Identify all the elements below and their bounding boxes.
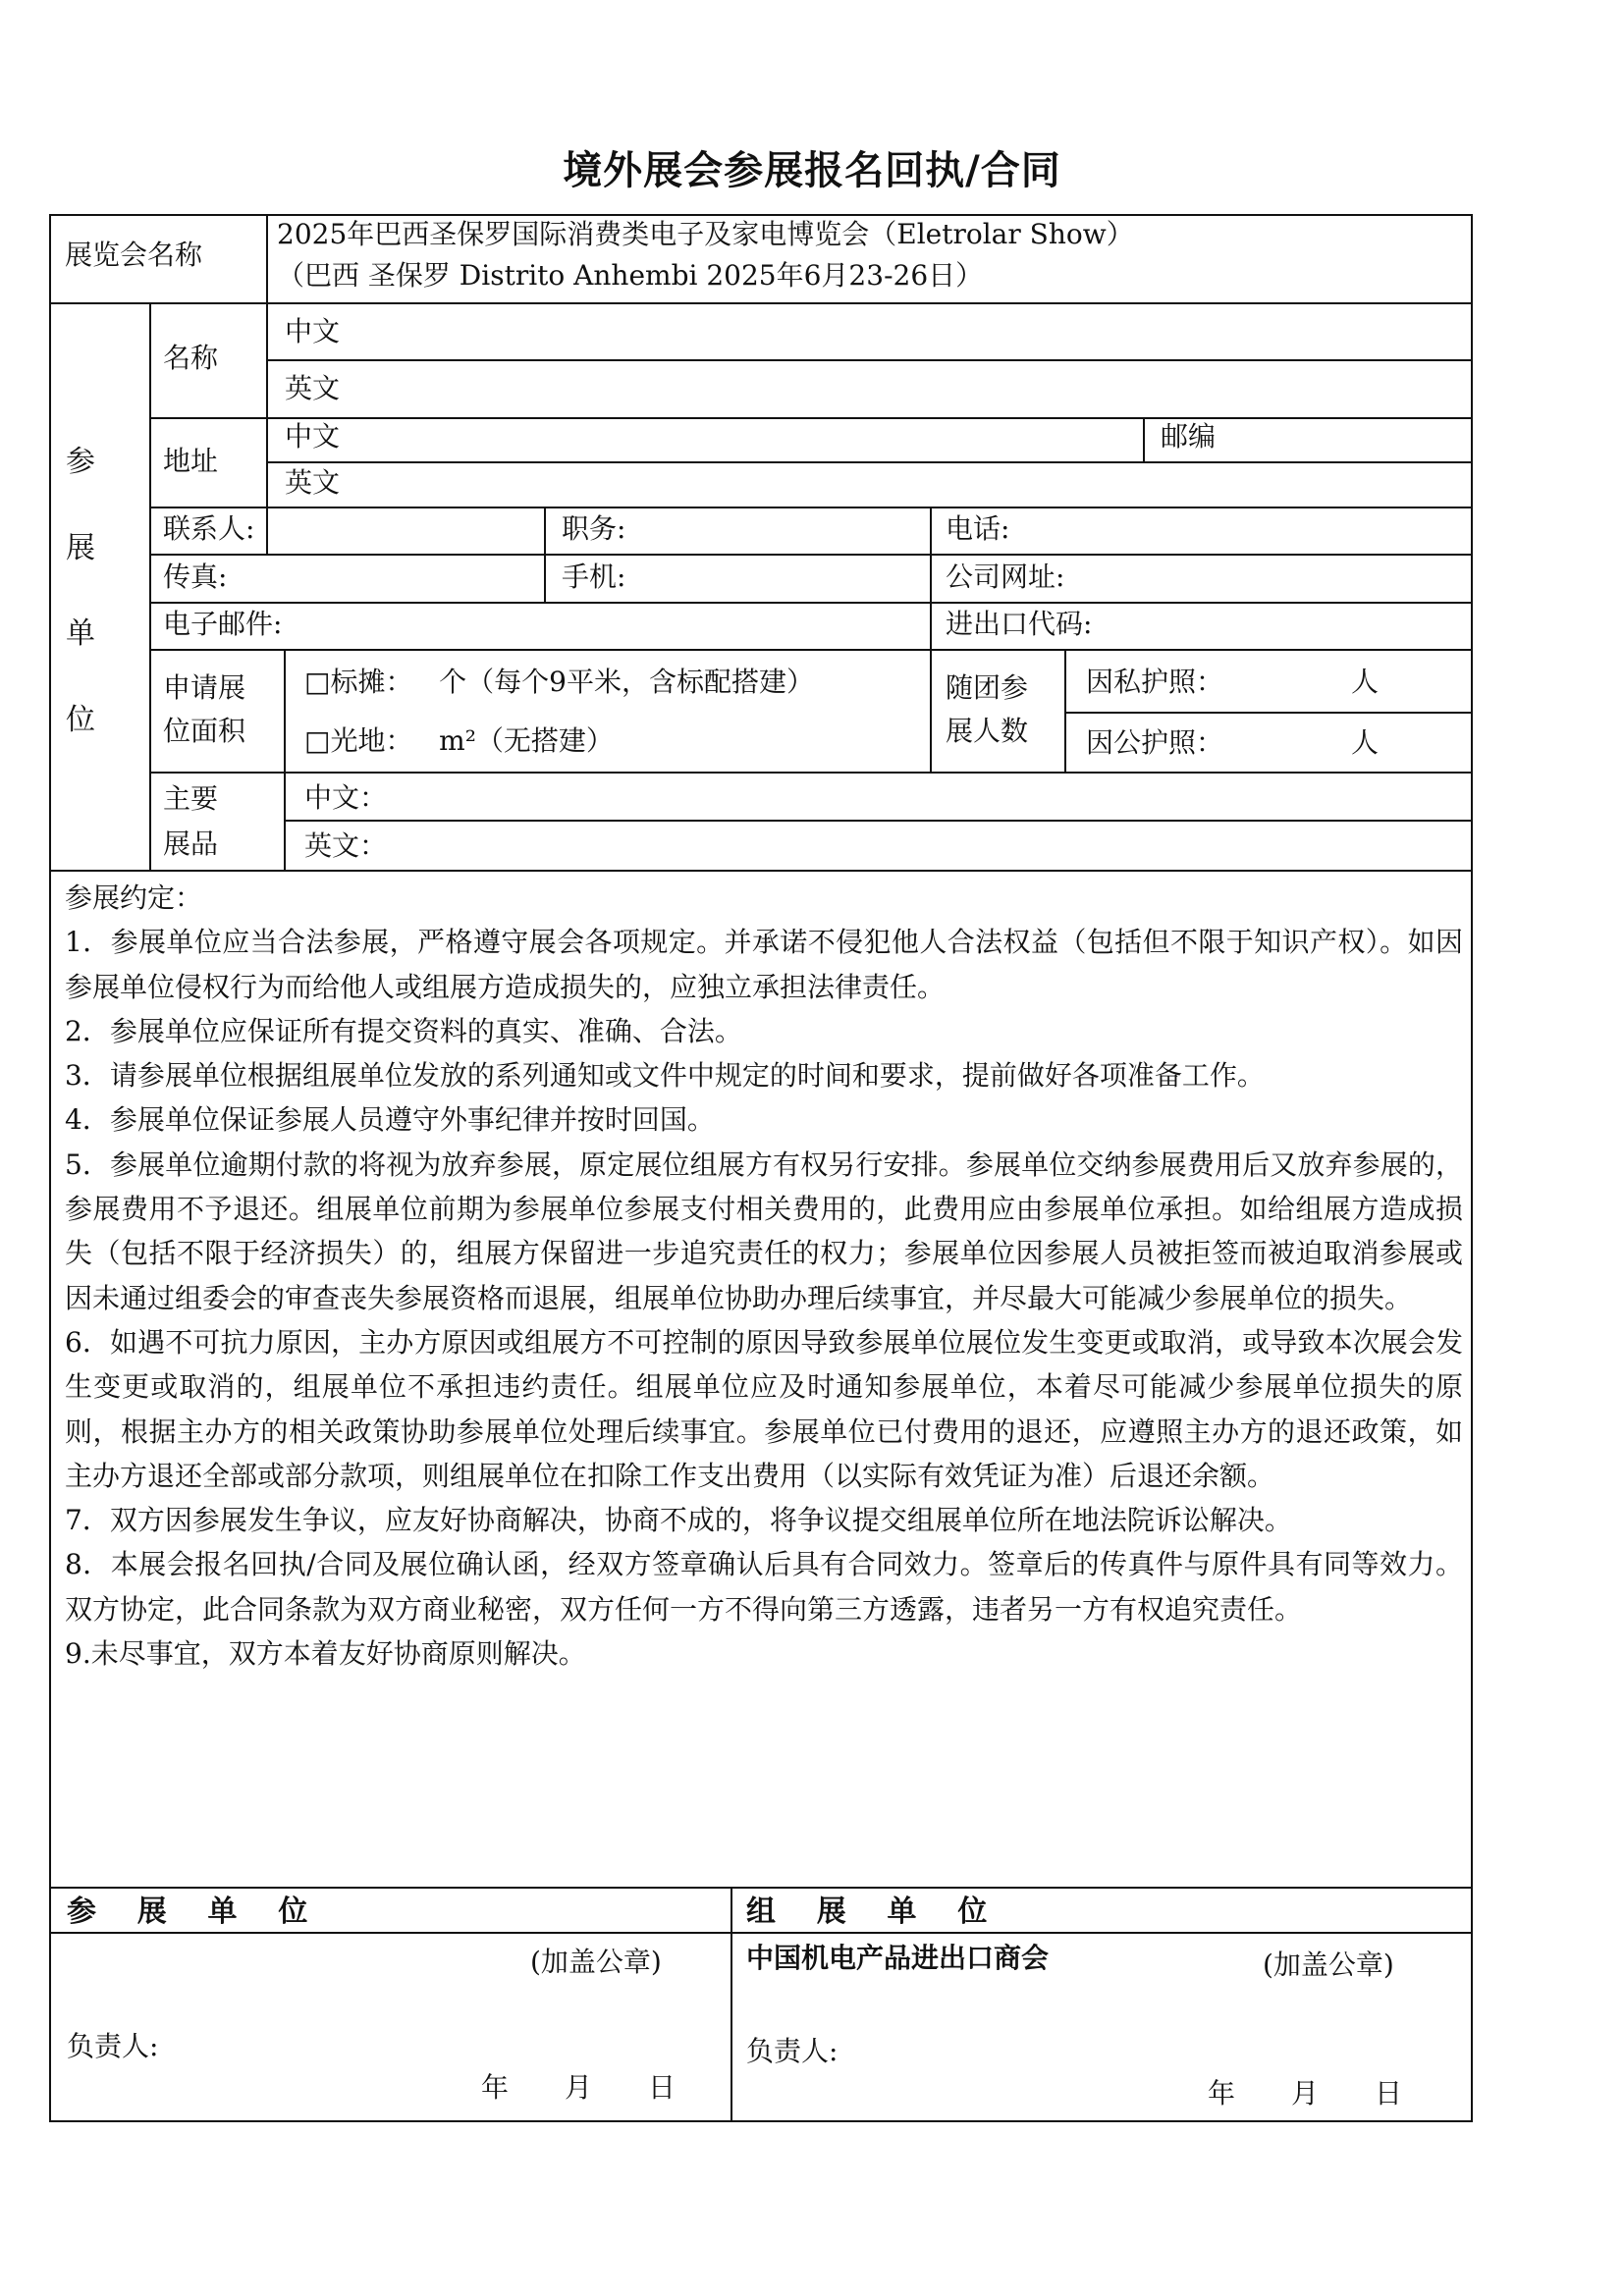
term-item: 2．参展单位应保证所有提交资料的真实、准确、合法。 <box>65 1014 742 1047</box>
term-item: 1．参展单位应当合法参展，严格遵守展会各项规定。并承诺不侵犯他人合法权益（包括但不限于知识产权）。如因参展单位侵权行为而给他人或组展方造成损失的，应独立承担法律责任。 <box>65 926 1463 1003</box>
terms-section <box>65 876 1463 1676</box>
organizer-responsible-person[interactable]: 负责人: <box>746 2035 839 2067</box>
organizer-name: 中国机电产品进出口商会 <box>746 1942 1050 1974</box>
term-item: 8．本展会报名回执/合同及展位确认函，经双方签章确认后具有合同效力。签章后的传真件与原件具有同等效力。双方协定，此合同条款为双方商业秘密，双方任何一方不得向第三方透露，违者另一方有权追究责任。 <box>65 1548 1463 1626</box>
products-label-2: 展品 <box>163 828 219 860</box>
term-item: 4．参展单位保证参展人员遵守外事纪律并按时回国。 <box>65 1103 715 1137</box>
products-en-field[interactable]: 英文： <box>304 829 388 862</box>
public-passport-field[interactable]: 因公护照： <box>1086 726 1224 759</box>
exhibitor-sign-heading: 参 展 单 位 <box>67 1895 308 1929</box>
fax-field[interactable]: 传真: <box>163 561 228 593</box>
private-passport-field[interactable]: 因私护照： <box>1086 666 1224 698</box>
exhibitor-responsible-person[interactable]: 负责人: <box>67 2030 159 2062</box>
private-passport-unit: 人 <box>1351 666 1380 698</box>
booth-area-label-1: 申请展 <box>163 671 246 704</box>
company-name-cn-field[interactable]: 中文 <box>285 315 341 347</box>
trade-code-field[interactable]: 进出口代码: <box>946 608 1093 640</box>
page-title: 境外展会参展报名回执/合同 <box>563 148 1061 193</box>
company-name-en-field[interactable]: 英文 <box>285 372 341 404</box>
email-field[interactable]: 电子邮件: <box>163 608 283 640</box>
exhibitor-seal-note: (加盖公章) <box>530 1946 662 1978</box>
contact-field[interactable]: 联系人: <box>163 512 255 545</box>
organizer-seal-note: (加盖公章) <box>1263 1949 1394 1981</box>
standard-booth-checkbox[interactable]: □标摊： 个（每个9平米，含标配搭建） <box>304 666 814 698</box>
terms-heading: 参展约定： <box>65 881 203 914</box>
exhibition-venue-date: （巴西 圣保罗 Distrito Anhembi 2025年6月23-26日） <box>277 259 984 292</box>
phone-field[interactable]: 电话: <box>946 512 1010 545</box>
products-cn-field[interactable]: 中文： <box>304 781 388 814</box>
term-item: 5．参展单位逾期付款的将视为放弃参展，原定展位组展方有权另行安排。参展单位交纳参展费用后又放弃参展的，参展费用不予退还。组展单位前期为参展单位参展支付相关费用的，此费用应由参展单位承担。如给组展方造成损失（包括不限于经济损失）的，组展方保留进一步追究责任的权力；参展单位因参展人员被拒签而被迫取消参展或因未通过组委会的审查丧失参展资格而退展，组展单位协助办理后续事宜，并尽最大可能减少参展单位的损失。 <box>65 1148 1463 1314</box>
public-passport-unit: 人 <box>1351 726 1380 759</box>
products-label-1: 主要 <box>163 782 219 815</box>
exhibition-label: 展览会名称 <box>65 239 203 271</box>
organizer-sign-heading: 组 展 单 位 <box>746 1895 988 1929</box>
position-field[interactable]: 职务: <box>562 512 626 545</box>
delegation-label-2: 展人数 <box>946 715 1029 747</box>
delegation-label-1: 随团参 <box>946 671 1029 704</box>
company-name-label: 名称 <box>163 342 219 374</box>
booth-area-label-2: 位面积 <box>163 715 246 747</box>
term-item: 6．如遇不可抗力原因，主办方原因或组展方不可控制的原因导致参展单位展位发生变更或取消，或导致本次展会发生变更或取消的，组展单位不承担违约责任。组展单位应及时通知参展单位，本着尽可能减少参展单位损失的原则，根据主办方的相关政策协助参展单位处理后续事宜。参展单位已付费用的退还，应遵照主办方的退还政策，如主办方退还全部或部分款项，则组展单位在扣除工作支出费用（以实际有效凭证为准）后退还余额。 <box>65 1325 1463 1492</box>
exhibition-name: 2025年巴西圣保罗国际消费类电子及家电博览会（Eletrolar Show） <box>277 218 1134 250</box>
mobile-field[interactable]: 手机: <box>562 561 626 593</box>
raw-space-checkbox[interactable]: □光地： m²（无搭建） <box>304 724 614 757</box>
term-item: 9.未尽事宜，双方本着友好协商原则解决。 <box>65 1637 586 1671</box>
term-item: 3．请参展单位根据组展单位发放的系列通知或文件中规定的时间和要求，提前做好各项准备工作。 <box>65 1059 1265 1093</box>
address-cn-field[interactable]: 中文 <box>285 420 341 453</box>
term-item: 7．双方因参展发生争议，应友好协商解决，协商不成的，将争议提交组展单位所在地法院诉讼解决。 <box>65 1504 1292 1537</box>
website-field[interactable]: 公司网址: <box>946 561 1065 593</box>
postcode-field[interactable]: 邮编 <box>1161 420 1217 453</box>
address-label: 地址 <box>163 445 219 477</box>
address-en-field[interactable]: 英文 <box>285 466 341 499</box>
